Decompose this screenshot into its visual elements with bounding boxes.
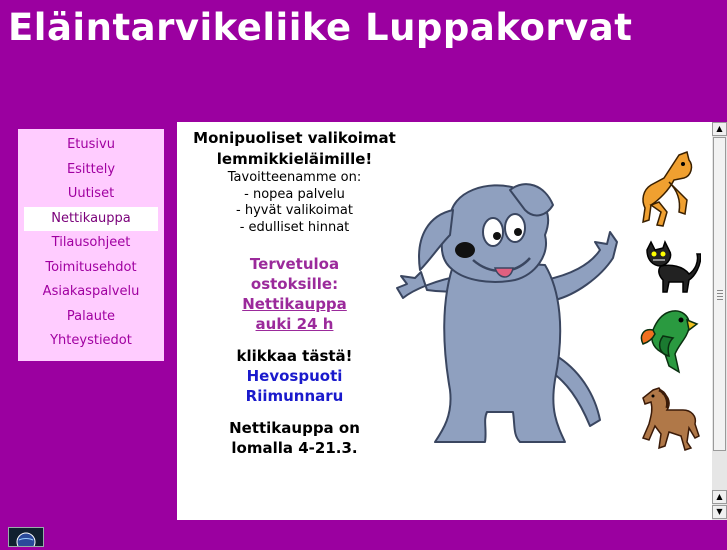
click-here-text: klikkaa tästä! [236,347,353,365]
shop-link[interactable] [242,295,347,333]
goal-item: - hyvät valikoimat [236,203,353,218]
scroll-grip-icon [717,288,723,300]
nav-item-nettikauppa[interactable]: Nettikauppa [24,207,158,232]
scroll-up-icon[interactable]: ▲ [712,122,727,136]
heading-line-2: lemmikkieläimille! [216,150,373,168]
nav-item-esittely[interactable]: Esittely [66,161,116,177]
holiday-notice [177,418,412,458]
nav-item-etusivu[interactable]: Etusivu [67,137,115,152]
brown-horse-illustration [639,386,701,452]
welcome-line-1: Tervetuloa [249,255,340,273]
cartoon-dog-illustration [395,180,625,452]
vertical-scrollbar[interactable] [712,122,727,520]
shop-link-line-1: Nettikauppa [242,295,347,313]
goal-item: - edulliset hinnat [239,219,350,235]
welcome-block [177,254,412,334]
site-title: Eläintarvikeliike Luppakorvat [8,6,633,49]
shop-link-line-2: auki 24 h [255,315,334,333]
footer-badge-icon[interactable] [8,527,44,547]
scroll-thumb[interactable] [713,137,726,451]
nav-item-palaute[interactable]: Palaute [66,308,116,324]
goal-item: - nopea palvelu [244,186,345,202]
content-frame [177,122,712,520]
nav-item-tilausohjeet[interactable]: Tilausohjeet [51,235,131,250]
goals-intro: Tavoitteenamme on: [227,170,362,185]
scroll-down-icon[interactable]: ▼ [712,505,727,519]
nav-item-uutiset[interactable]: Uutiset [67,186,115,201]
heading-line-1: Monipuoliset valikoimat [193,129,396,147]
orange-cat-illustration [639,150,699,230]
nav-item-yhteystiedot[interactable]: Yhteystiedot [50,333,132,348]
content-text-column [177,128,412,458]
holiday-line-2: lomalla 4-21.3. [231,439,358,457]
welcome-line-2: ostoksille: [250,275,339,293]
globe-icon [9,528,43,546]
main-nav [18,129,164,361]
nav-item-asiakaspalvelu[interactable]: Asiakaspalvelu [42,284,140,299]
scroll-up-lower-icon[interactable]: ▲ [712,490,727,504]
black-cat-illustration [639,240,701,295]
hevospuoti-link[interactable]: Hevospuoti [246,367,343,385]
holiday-line-1: Nettikauppa on [229,419,360,437]
green-parrot-illustration [639,306,701,376]
nav-item-toimitusehdot[interactable]: Toimitusehdot [45,259,137,275]
riimunnaru-link[interactable]: Riimunnaru [245,387,344,405]
